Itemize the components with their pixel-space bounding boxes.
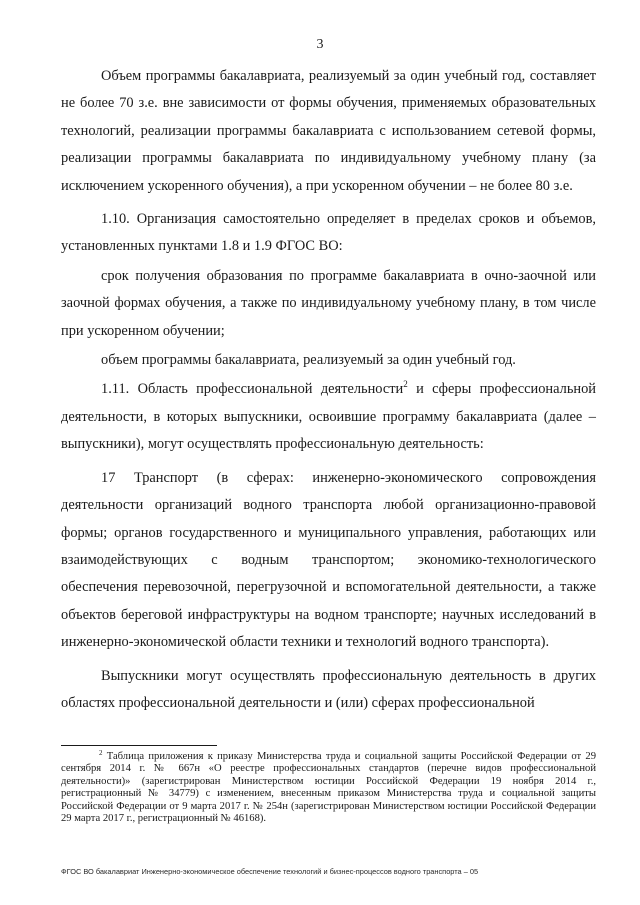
paragraph-1-11 bbox=[61, 376, 596, 458]
paragraph-study-term: срок получения образования по программе бакалавриата в очно-заочной или заочной формах обучения, а также по индивидуальному учебному плану, в том числе при ускоренном обучении; bbox=[61, 267, 596, 339]
page-number: 3 bbox=[316, 37, 324, 52]
paragraph-transport-area: 17 Транспорт (в сферах: инженерно-экономического сопровождения деятельности организаций водного транспорта любой организационно-правовой формы; органов государственного и муниципального управления, работающих или взаимодействующих с водным транспортом; экономико-технологического обеспечения перевозочной, перегрузочной и вспомогательной деятельности, а также объектов береговой инфраструктуры на водном транспорте; научных исследований в инженерно-экономической области техники и технологий водного транспорта). bbox=[61, 469, 596, 651]
footnote-separator bbox=[61, 745, 217, 746]
footnote-reference: 2 bbox=[403, 379, 408, 390]
paragraph-1-11-text-start: 1.11. Область профессиональной деятельности bbox=[101, 381, 404, 398]
footnote-text: Таблица приложения к приказу Министерства труда и социальной защиты Российской Федерации от 29 сентября 2014 г. № 667н «О реестре профессиональных стандартов (перечне видов профессиональной деятельности)» (зарегистрирован Министерством юстиции Российской Федерации 19 ноября 2014 г., регистрационный № 34779) с изменением, внесенным приказом Министерства труда и социальной защиты Российской Федерации от 9 марта 2017 г. № 254н (зарегистрирован Министерством юстиции Российской Федерации 29 марта 2017 г., регистрационный № 46168). bbox=[61, 751, 596, 825]
paragraph-1-11-text-end: и сферы профессиональной деятельности, в которых выпускники, освоившие программу бакалавриата (далее – выпускники), могут осуществлять профессиональную деятельность: bbox=[61, 381, 596, 453]
page-footer: ФГОС ВО бакалавриат Инженерно-экономическое обеспечение технологий и бизнес-процессов водного транспорта – 05 bbox=[61, 867, 479, 876]
paragraph-1-10: 1.10. Организация самостоятельно определяет в пределах сроков и объемов, установленных пунктами 1.8 и 1.9 ФГОС ВО: bbox=[61, 211, 596, 255]
footnote-marker: 2 bbox=[99, 749, 103, 757]
paragraph-program-volume: Объем программы бакалавриата, реализуемый за один учебный год, составляет не более 70 з.е. вне зависимости от формы обучения, применяемых образовательных технологий, реализации программы бакалавриата с использованием сетевой формы, реализации программы бакалавриата по индивидуальному учебному плану (за исключением ускоренного обучения), а при ускоренном обучении – не более 80 з.е. bbox=[61, 68, 596, 194]
footnote bbox=[61, 751, 596, 825]
paragraph-annual-volume: объем программы бакалавриата, реализуемый за один учебный год. bbox=[101, 352, 516, 369]
paragraph-other-areas: Выпускники могут осуществлять профессиональную деятельность в других областях профессиональной деятельности и (или) сферах профессиональной bbox=[61, 667, 596, 711]
body-text bbox=[61, 63, 596, 717]
